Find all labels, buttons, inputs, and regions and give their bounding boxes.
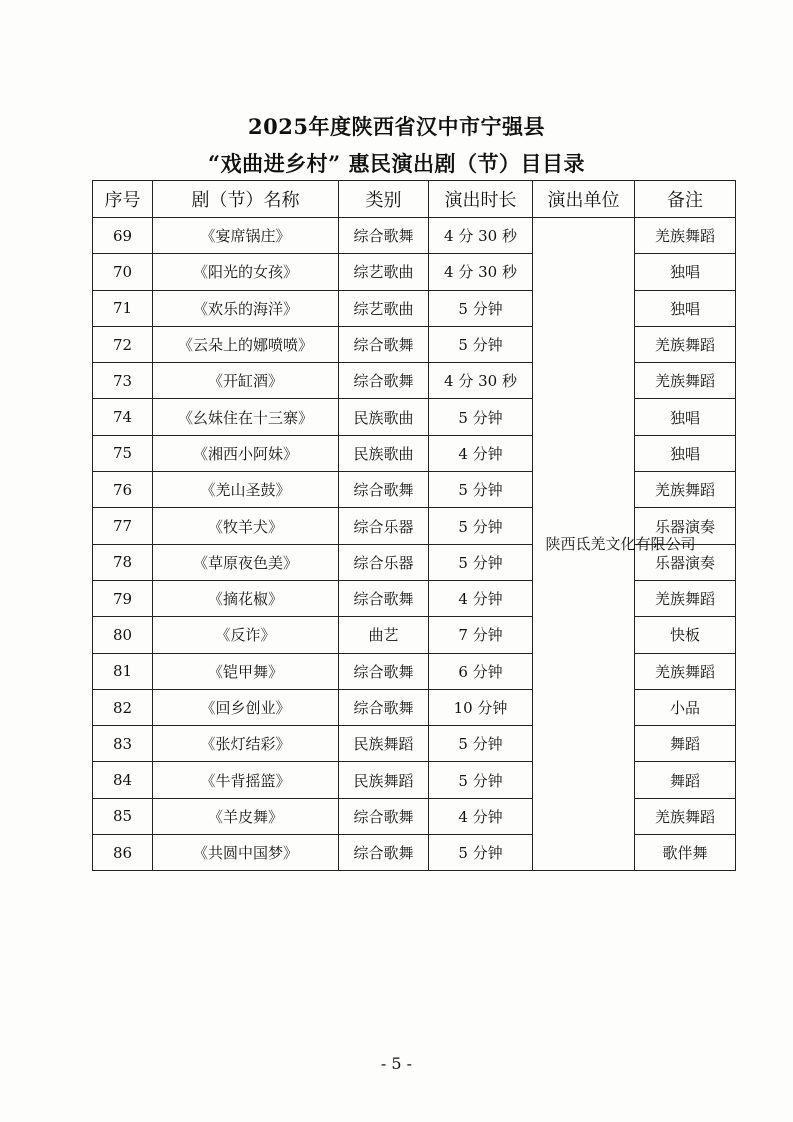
cell-program-name: 《牧羊犬》	[153, 508, 339, 544]
header-duration: 演出时长	[429, 181, 533, 218]
header-serial: 序号	[93, 181, 153, 218]
cell-duration: 4 分钟	[429, 435, 533, 471]
cell-note: 羌族舞蹈	[635, 580, 736, 616]
cell-note: 舞蹈	[635, 726, 736, 762]
cell-serial: 78	[93, 544, 153, 580]
cell-serial: 75	[93, 435, 153, 471]
cell-duration: 6 分钟	[429, 653, 533, 689]
table-row	[93, 399, 736, 435]
table-row	[93, 290, 736, 326]
header-category: 类别	[339, 181, 429, 218]
cell-note: 歌伴舞	[635, 835, 736, 871]
cell-program-name: 《回乡创业》	[153, 689, 339, 725]
cell-category: 综合歌舞	[339, 472, 429, 508]
cell-program-name: 《羊皮舞》	[153, 798, 339, 834]
cell-category: 综合乐器	[339, 508, 429, 544]
cell-serial: 74	[93, 399, 153, 435]
cell-serial: 85	[93, 798, 153, 834]
cell-program-name: 《牛背摇篮》	[153, 762, 339, 798]
document-title-line1: 2025年度陕西省汉中市宁强县	[248, 114, 545, 139]
table-header-row	[93, 181, 736, 218]
cell-category: 民族舞蹈	[339, 726, 429, 762]
cell-note: 独唱	[635, 254, 736, 290]
table-body	[93, 218, 736, 871]
table-row	[93, 689, 736, 725]
cell-serial: 86	[93, 835, 153, 871]
cell-note: 乐器演奏	[635, 544, 736, 580]
cell-serial: 77	[93, 508, 153, 544]
cell-category: 综合歌舞	[339, 689, 429, 725]
cell-note: 小品	[635, 689, 736, 725]
table-row	[93, 326, 736, 362]
performer-name: 陕西氐羌文化有限公司	[545, 534, 696, 553]
cell-program-name: 《幺妹住在十三寨》	[153, 399, 339, 435]
cell-serial: 79	[93, 580, 153, 616]
cell-note: 快板	[635, 617, 736, 653]
cell-category: 综合歌舞	[339, 798, 429, 834]
cell-duration: 5 分钟	[429, 544, 533, 580]
cell-program-name: 《湘西小阿妹》	[153, 435, 339, 471]
cell-program-name: 《羌山圣鼓》	[153, 472, 339, 508]
cell-note: 羌族舞蹈	[635, 798, 736, 834]
cell-duration: 5 分钟	[429, 399, 533, 435]
table-row	[93, 254, 736, 290]
table-row	[93, 726, 736, 762]
cell-program-name: 《张灯结彩》	[153, 726, 339, 762]
table-row	[93, 580, 736, 616]
cell-category: 综合歌舞	[339, 580, 429, 616]
cell-serial: 83	[93, 726, 153, 762]
cell-duration: 10 分钟	[429, 689, 533, 725]
table-row	[93, 472, 736, 508]
cell-category: 综合歌舞	[339, 218, 429, 254]
cell-category: 综合歌舞	[339, 653, 429, 689]
cell-category: 综合歌舞	[339, 835, 429, 871]
cell-note: 独唱	[635, 435, 736, 471]
cell-category: 曲艺	[339, 617, 429, 653]
cell-category: 综合歌舞	[339, 326, 429, 362]
cell-category: 综艺歌曲	[339, 290, 429, 326]
cell-note: 舞蹈	[635, 762, 736, 798]
cell-duration: 5 分钟	[429, 508, 533, 544]
cell-category: 民族歌曲	[339, 399, 429, 435]
cell-category: 综合乐器	[339, 544, 429, 580]
cell-duration: 5 分钟	[429, 762, 533, 798]
cell-duration: 4 分钟	[429, 580, 533, 616]
table-row	[93, 762, 736, 798]
page-number: - 5 -	[380, 1054, 413, 1073]
cell-serial: 70	[93, 254, 153, 290]
cell-program-name: 《铠甲舞》	[153, 653, 339, 689]
table-row	[93, 617, 736, 653]
cell-program-name: 《开缸酒》	[153, 363, 339, 399]
table-row	[93, 363, 736, 399]
cell-duration: 5 分钟	[429, 290, 533, 326]
cell-program-name: 《宴席锅庄》	[153, 218, 339, 254]
cell-category: 综合歌舞	[339, 363, 429, 399]
cell-serial: 71	[93, 290, 153, 326]
table-row	[93, 653, 736, 689]
cell-note: 羌族舞蹈	[635, 472, 736, 508]
table-row	[93, 835, 736, 871]
cell-program-name: 《欢乐的海洋》	[153, 290, 339, 326]
cell-note: 乐器演奏	[635, 508, 736, 544]
cell-serial: 81	[93, 653, 153, 689]
cell-category: 综艺歌曲	[339, 254, 429, 290]
cell-serial: 76	[93, 472, 153, 508]
cell-note: 羌族舞蹈	[635, 218, 736, 254]
cell-program-name: 《草原夜色美》	[153, 544, 339, 580]
cell-serial: 69	[93, 218, 153, 254]
cell-program-name: 《共圆中国梦》	[153, 835, 339, 871]
cell-duration: 4 分 30 秒	[429, 254, 533, 290]
header-program-name: 剧（节）名称	[153, 181, 339, 218]
table-row	[93, 435, 736, 471]
cell-category: 民族舞蹈	[339, 762, 429, 798]
cell-note: 羌族舞蹈	[635, 653, 736, 689]
program-table	[92, 180, 736, 871]
cell-serial: 80	[93, 617, 153, 653]
cell-duration: 5 分钟	[429, 726, 533, 762]
cell-note: 羌族舞蹈	[635, 326, 736, 362]
cell-program-name: 《云朵上的娜喷喷》	[153, 326, 339, 362]
cell-duration: 4 分 30 秒	[429, 363, 533, 399]
cell-duration: 4 分 30 秒	[429, 218, 533, 254]
cell-serial: 82	[93, 689, 153, 725]
cell-duration: 4 分钟	[429, 798, 533, 834]
cell-note: 独唱	[635, 399, 736, 435]
cell-note: 独唱	[635, 290, 736, 326]
cell-serial: 72	[93, 326, 153, 362]
cell-note: 羌族舞蹈	[635, 363, 736, 399]
cell-program-name: 《反诈》	[153, 617, 339, 653]
cell-program-name: 《摘花椒》	[153, 580, 339, 616]
cell-serial: 84	[93, 762, 153, 798]
table-row	[93, 798, 736, 834]
document-title-line2: “戏曲进乡村” 惠民演出剧（节）目目录	[208, 151, 585, 176]
cell-program-name: 《阳光的女孩》	[153, 254, 339, 290]
header-note: 备注	[635, 181, 736, 218]
header-performer: 演出单位	[533, 181, 635, 218]
cell-duration: 5 分钟	[429, 835, 533, 871]
cell-duration: 5 分钟	[429, 326, 533, 362]
cell-duration: 5 分钟	[429, 472, 533, 508]
cell-duration: 7 分钟	[429, 617, 533, 653]
cell-category: 民族歌曲	[339, 435, 429, 471]
cell-serial: 73	[93, 363, 153, 399]
table-row	[93, 218, 736, 254]
